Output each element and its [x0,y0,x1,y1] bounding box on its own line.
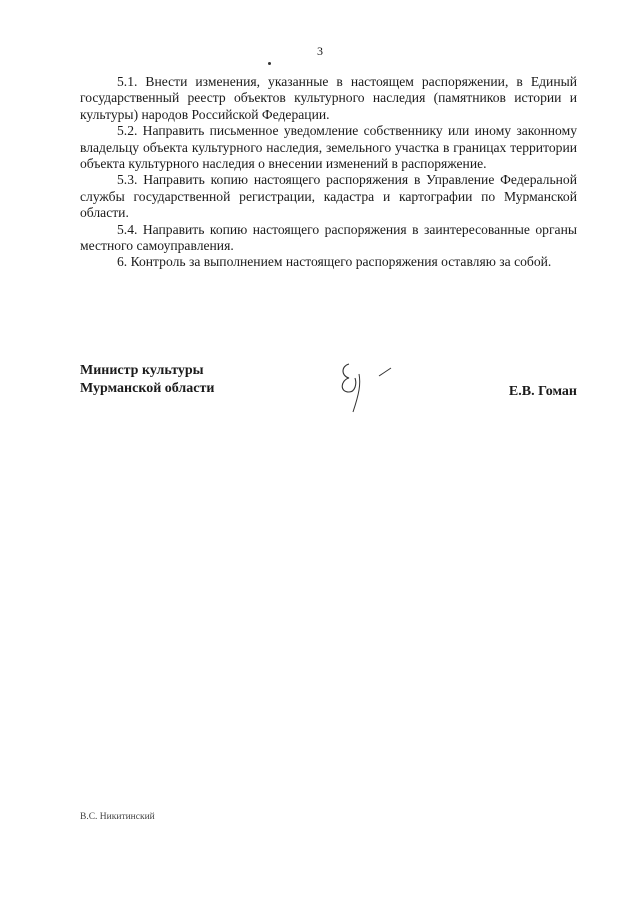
paragraph-6: 6. Контроль за выполнением настоящего распоряжения оставляю за собой. [117,254,552,270]
handwritten-signature [335,354,415,424]
signature-block [80,362,577,422]
page-number: 3 [317,44,323,58]
paragraph-5-4: 5.4. Направить копию настоящего распоряжения в заинтересованные органы местного самоуправления. [80,221,577,254]
ink-dot [268,62,271,65]
signatory-title-line1: Министр культуры [80,363,204,378]
signatory-title-line2: Мурманской области [80,381,215,396]
signatory-title [80,362,214,398]
document-body [80,74,577,271]
paragraph-5-2: 5.2. Направить письменное уведомление собственнику или иному законному владельцу объекта культурного наследия, земельного участка в границах территории объекта культурного наследия о внесении изменений в распоряжение. [80,123,577,172]
paragraph-5-3: 5.3. Направить копию настоящего распоряжения в Управление Федеральной службы государственной регистрации, кадастра и картографии по Мурманской области. [80,172,577,221]
executor-note: В.С. Никитинский [80,812,155,822]
signatory-name: Е.В. Гоман [508,384,577,399]
paragraph-5-1: 5.1. Внести изменения, указанные в настоящем распоряжении, в Единый государственный реестр объектов культурного наследия (памятников истории и культуры) народов Российской Федерации. [80,74,577,122]
